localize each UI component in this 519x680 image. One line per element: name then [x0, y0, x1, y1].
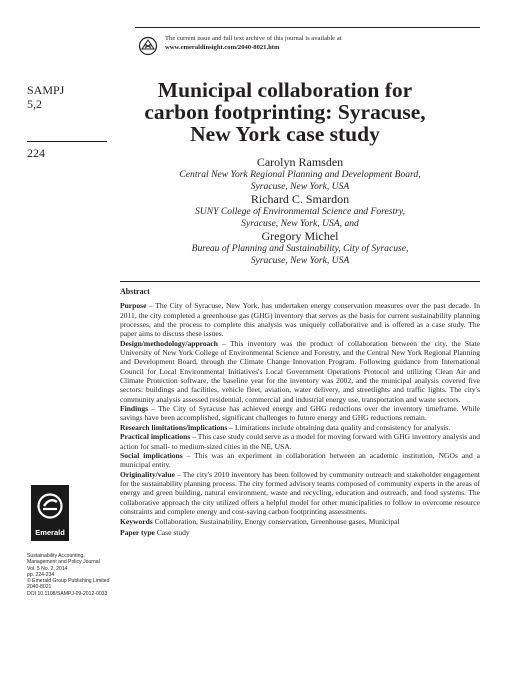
author-affiliation: Syracuse, New York, USA — [250, 180, 350, 192]
abstract-section — [120, 339, 480, 404]
abstract-section — [120, 301, 480, 338]
emerald-insight-icon — [138, 36, 158, 56]
author-block — [140, 229, 460, 266]
author-affiliation: SUNY College of Environmental Science and Forestry, — [194, 206, 406, 217]
section-label: Practical implications — [120, 432, 191, 442]
article-title: Municipal collaboration for carbon footprinting: Syracuse, New York case study — [144, 78, 426, 146]
author-list — [140, 155, 460, 266]
section-label: Research limitations/implications — [120, 422, 228, 432]
author-block — [140, 192, 460, 229]
abstract-section — [120, 451, 480, 470]
section-label: Purpose — [120, 301, 147, 311]
author-affiliation: Syracuse, New York, USA — [250, 254, 350, 266]
author-name: Gregory Michel — [261, 229, 339, 243]
abstract-heading: Abstract — [120, 287, 150, 296]
banner-rule — [135, 27, 480, 28]
page-number: 224 — [27, 146, 45, 160]
section-label: Findings — [120, 404, 149, 414]
author-block — [140, 155, 460, 192]
paper-type-label: Paper type — [120, 527, 155, 537]
banner-url[interactable]: www.emeraldinsight.com/2040-8021.htm — [165, 44, 280, 51]
abstract-rule — [120, 281, 480, 282]
keywords-label: Keywords — [120, 517, 153, 527]
author-name: Richard C. Smardon — [250, 192, 350, 206]
journal-code-block — [27, 83, 64, 111]
abstract-section — [120, 432, 480, 451]
abstract-section — [120, 470, 480, 517]
publication-info — [27, 553, 115, 597]
section-text: – This was an experiment in collaboration between an academic institution, NGOs and a municipal entity. — [120, 450, 481, 470]
page-number-rule — [27, 141, 107, 142]
pubinfo-line: Management and Policy Journal — [27, 559, 100, 566]
pubinfo-line: Vol. 5 No. 2, 2014 — [27, 565, 68, 572]
section-text: – This inventory was the product of collaboration between the city, the State University of New York College of Environmental Science and Forestry, and the Central New York Regional Planning and Development Board, through the Climate Change Innovation Program. Following guidance from International Council for Local Environmental Initiatives's Local Government Operations Protocol and utilizing Clean Air and Climate Protection software, the baseline year for the inventory was 2002, and the municipal analysis covered five sectors: buildings and facilities, vehicle fleet, aviation, water delivery, and streetlights and traffic lights. The city's community analysis assessed residential, commercial and industrial energy use, transportation and waste sectors. — [120, 338, 480, 404]
pubinfo-line: 2040-8021 — [27, 584, 52, 591]
abstract — [120, 287, 480, 537]
pubinfo-line: © Emerald Group Publishing Limited — [27, 578, 110, 585]
author-affiliation: Syracuse, New York, USA, and — [241, 217, 359, 229]
author-affiliation: Bureau of Planning and Sustainability, City of Syracuse, — [191, 243, 409, 254]
section-text: – This case study could serve as a model for moving forward with GHG inventory analysis and action for small- to medium-sized cities in the NE, USA. — [120, 432, 480, 451]
banner-line1: The current issue and full text archive of this journal is available at — [165, 35, 342, 42]
author-affiliation: Central New York Regional Planning and Development Board, — [179, 169, 421, 180]
emerald-logo-text: Emerald — [35, 528, 65, 537]
banner-text — [165, 34, 342, 52]
journal-volume-issue: 5,2 — [27, 97, 42, 111]
section-text: – Limitations include obtaining data quality and consistency for analysis. — [227, 422, 451, 432]
paper-type — [120, 528, 480, 537]
keywords — [120, 517, 480, 526]
pubinfo-line: DOI 10.1108/SAMPJ-09-2012-0033 — [27, 590, 108, 597]
section-label: Design/methodology/approach — [120, 338, 218, 348]
section-text: – The City of Syracuse has achieved energy and GHG reductions over the inventory timeframe. While savings have been accomplished, significant challenges to future energy and GHG reductions remain. — [120, 404, 480, 423]
abstract-section — [120, 423, 480, 432]
pubinfo-line: Sustainability Accounting, — [27, 553, 85, 559]
keywords-text: Collaboration, Sustainability, Energy conservation, Greenhouse gases, Municipal — [152, 517, 400, 527]
abstract-section — [120, 404, 480, 423]
journal-code: SAMPJ — [27, 83, 65, 97]
author-name: Carolyn Ramsden — [256, 155, 344, 169]
paper-type-text: Case study — [154, 527, 190, 537]
section-text: – The city's 2010 inventory has been followed by community outreach and stakeholder engagement for the sustainability planning process. The city formed advisory teams composed of community experts in the areas of energy and green building, natural environment, waste and recycling, education and outreach, and food systems. The collaborative approach the city utilized offers a helpful model for other municipalities to follow to overcome resource constraints and complete energy and cost-saving carbon footprinting assessments. — [120, 469, 480, 516]
section-label: Originality/value — [120, 469, 175, 479]
pubinfo-line: pp. 224-234 — [27, 571, 55, 578]
section-label: Social implications — [120, 450, 183, 460]
emerald-logo-icon — [31, 485, 69, 541]
section-text: – The City of Syracuse, New York, has undertaken energy conservation measures over the past decade. In 2011, the city completed a greenhouse gas (GHG) inventory that serves as the basis for current sustainability planning processes, and the process to complete this analysis was uniquely collaborative and is offered as a case study. The paper aims to discuss these issues. — [120, 301, 480, 339]
